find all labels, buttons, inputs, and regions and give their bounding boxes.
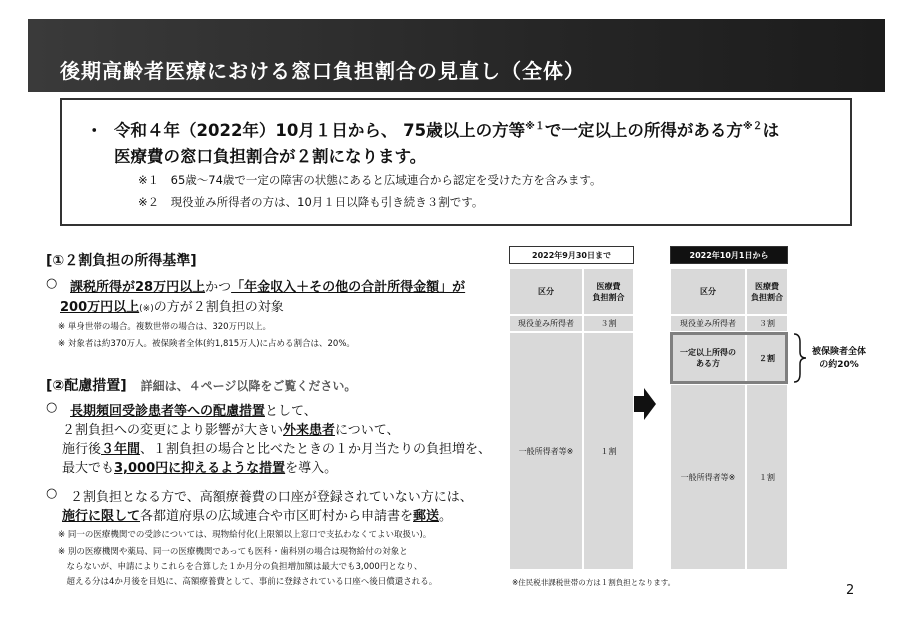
section2-mark2: ○ — [46, 486, 58, 501]
after-r1a: 現役並み所得者 — [670, 315, 746, 332]
section1-line1: 課税所得が28万円以上かつ「年金収入＋その他の合計所得金額」が — [70, 280, 466, 295]
summary-line1: 令和４年（2022年）10月１日から、 75歳以上の方等$^{※1}$で一定以上の所得がある方$^{※2}$は — [114, 121, 780, 140]
page-title: 後期高齢者医療における窓口負担割合の見直し（全体） — [60, 59, 585, 83]
section2-line1: 長期頻回受診患者等への配慮措置として、 — [70, 404, 317, 419]
summary-note1: ※１ 65歳～74歳で一定の障害の状態にあると広域連合から認定を受けた方を含みます。 — [138, 173, 602, 187]
before-label: 2022年9月30日まで — [509, 246, 634, 264]
before-r1a: 現役並み所得者 — [509, 315, 583, 332]
page-number: 2 — [846, 583, 855, 598]
section2-heading: [②配慮措置] 詳細は、４ページ以降をご覧ください。 — [46, 378, 357, 394]
arrow-right-icon — [632, 386, 658, 422]
before-col1: 区分 — [509, 268, 583, 315]
after-r1b: ３割 — [746, 315, 788, 332]
after-r2b: ２割 — [746, 332, 788, 384]
section2-line2: ２割負担への変更により影響が大きい外来患者について、 — [62, 423, 400, 438]
section2-note4: 超える分は4か月後を目処に、高額療養費として、事前に登録されている口座へ後日償還される。 — [58, 577, 438, 587]
section1-mark: ○ — [46, 276, 58, 291]
after-label: 2022年10月1日から — [670, 246, 788, 264]
after-col1: 区分 — [670, 268, 746, 315]
section2-line3: 施行後３年間、１割負担の場合と比べたときの１か月当たりの負担増を、 — [62, 442, 492, 457]
after-r3a: 一般所得者等※ — [670, 384, 746, 570]
before-col2: 医療費 負担割合 — [583, 268, 634, 315]
section2-note3: ならないが、申請によりこれらを合算した１か月分の負担増加額は最大でも3,000円となり、 — [58, 562, 423, 572]
section2-mark1: ○ — [46, 400, 58, 415]
section1-line2: 200万円以上(※)の方が２割負担の対象 — [60, 300, 284, 315]
section2-line6: 施行に限して各都道府県の広域連合や市区町村から申請書を郵送。 — [62, 509, 453, 524]
summary-bullet: ・ — [86, 121, 103, 140]
section2-line4: 最大でも3,000円に抑えるような措置を導入。 — [62, 461, 338, 476]
highlight-box — [670, 332, 788, 384]
after-col2: 医療費 負担割合 — [746, 268, 788, 315]
section2-note2: ※ 別の医療機関や薬局、同一の医療機関であっても医科・歯科別の場合は現物給付の対象と — [58, 547, 408, 557]
section2-note1: ※ 同一の医療機関での受診については、現物給付化(上限額以上窓口で支払わなくてよい取扱い)。 — [58, 530, 432, 540]
summary-line2: 医療費の窓口負担割合が２割になります。 — [114, 147, 427, 166]
section1-heading: [①２割負担の所得基準] — [46, 253, 197, 269]
after-r2a: 一定以上所得の ある方 — [670, 332, 746, 384]
before-r2a: 一般所得者等※ — [509, 332, 583, 570]
before-r2b: １割 — [583, 332, 634, 570]
before-r1b: ３割 — [583, 315, 634, 332]
summary-note2: ※２ 現役並み所得者の方は、10月１日以降も引き続き３割です。 — [138, 195, 484, 209]
section2-line5: ２割負担となる方で、高額療養費の口座が登録されていない方には、 — [70, 490, 473, 505]
after-r3b: １割 — [746, 384, 788, 570]
brace-icon — [792, 332, 810, 384]
section1-note1: ※ 単身世帯の場合。複数世帯の場合は、320万円以上。 — [58, 322, 272, 332]
section1-note2: ※ 対象者は約370万人。被保険者全体(約1,815万人)に占める割合は、20%。 — [58, 339, 355, 349]
footnote: ※住民税非課税世帯の方は１割負担となります。 — [512, 578, 676, 587]
brace-label: 被保険者全体 の約20% — [812, 347, 867, 370]
